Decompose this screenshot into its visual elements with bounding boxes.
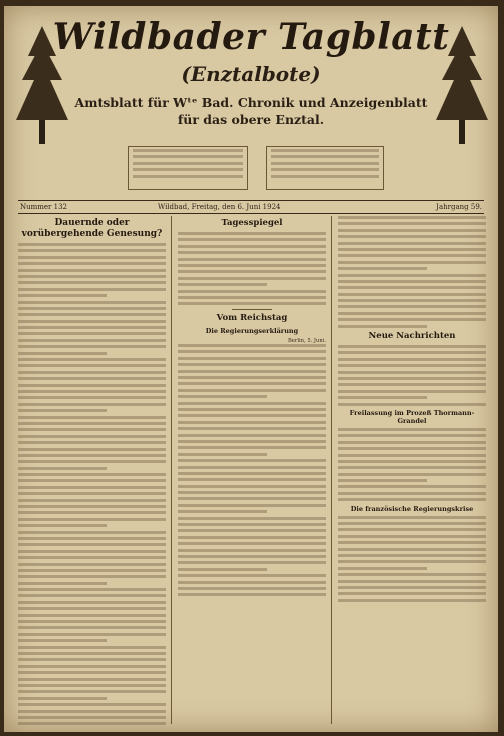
text-line bbox=[178, 283, 267, 286]
text-line bbox=[338, 548, 486, 551]
text-line bbox=[271, 162, 379, 165]
text-line bbox=[178, 357, 326, 360]
text-line bbox=[18, 269, 166, 272]
text-line bbox=[18, 601, 166, 604]
text-line bbox=[178, 302, 326, 305]
text-line bbox=[18, 301, 166, 304]
text-line bbox=[18, 288, 166, 291]
text-line bbox=[178, 270, 326, 273]
article-dateline: Berlin, 5. Juni. bbox=[288, 337, 326, 344]
issue-date: Wildbad, Freitag, den 6. Juni 1924 bbox=[158, 203, 281, 211]
text-line bbox=[18, 588, 166, 591]
article-heading: Dauernde oder vorübergehende Genesung? bbox=[21, 218, 163, 239]
text-line bbox=[338, 573, 486, 576]
text-line bbox=[18, 441, 166, 444]
text-line bbox=[18, 556, 166, 559]
text-line bbox=[18, 358, 166, 361]
text-line bbox=[18, 396, 166, 399]
text-line bbox=[178, 549, 326, 552]
text-line bbox=[178, 510, 267, 513]
text-line bbox=[18, 479, 166, 482]
text-line bbox=[18, 716, 166, 719]
text-line bbox=[18, 275, 166, 278]
text-line bbox=[178, 277, 326, 280]
column-rule bbox=[331, 216, 332, 724]
text-line bbox=[18, 722, 166, 725]
text-line bbox=[338, 248, 486, 251]
newspaper-page bbox=[4, 6, 498, 732]
newspaper-tagline: Amtsblatt für Wᵗᵉ Bad. Chronik und Anzeigenblatt für das obere Enztal. bbox=[74, 95, 428, 127]
text-line bbox=[338, 498, 486, 501]
text-line bbox=[338, 351, 486, 354]
masthead bbox=[4, 6, 498, 192]
text-line bbox=[18, 467, 107, 470]
text-line bbox=[18, 243, 166, 246]
text-line bbox=[18, 524, 107, 527]
text-line bbox=[18, 307, 166, 310]
text-line bbox=[338, 454, 486, 457]
text-line bbox=[18, 665, 166, 668]
text-line bbox=[18, 403, 166, 406]
text-line bbox=[18, 646, 166, 649]
text-line bbox=[338, 325, 427, 328]
text-line bbox=[338, 396, 427, 399]
text-line bbox=[178, 427, 326, 430]
text-line bbox=[18, 499, 166, 502]
text-line bbox=[18, 620, 166, 623]
text-line bbox=[178, 258, 326, 261]
text-line bbox=[338, 235, 486, 238]
text-line bbox=[338, 229, 486, 232]
text-line bbox=[178, 395, 267, 398]
text-line bbox=[18, 531, 166, 534]
column-middle bbox=[178, 216, 326, 726]
text-line bbox=[178, 555, 326, 558]
text-line bbox=[338, 216, 486, 219]
section-heading: Tagesspiegel bbox=[221, 218, 283, 228]
article-subheading: Die französische Regierungskrise bbox=[350, 504, 474, 513]
text-line bbox=[271, 149, 379, 152]
text-line bbox=[178, 414, 326, 417]
text-line bbox=[18, 537, 166, 540]
text-line bbox=[18, 262, 166, 265]
article-body bbox=[18, 243, 166, 726]
text-line bbox=[338, 492, 486, 495]
text-line bbox=[18, 384, 166, 387]
text-line bbox=[178, 497, 326, 500]
text-line bbox=[178, 581, 326, 584]
text-line bbox=[18, 460, 166, 463]
text-line bbox=[338, 364, 486, 367]
text-line bbox=[338, 535, 486, 538]
text-line bbox=[18, 690, 166, 693]
text-line bbox=[18, 652, 166, 655]
article-body bbox=[178, 344, 326, 596]
text-line bbox=[178, 376, 326, 379]
text-line bbox=[133, 162, 243, 165]
text-line bbox=[18, 486, 166, 489]
article-subheading: Die Regierungserklärung bbox=[205, 326, 299, 335]
text-line bbox=[178, 370, 326, 373]
text-line bbox=[338, 528, 486, 531]
text-line bbox=[133, 149, 243, 152]
text-line bbox=[178, 382, 326, 385]
text-line bbox=[178, 389, 326, 392]
text-line bbox=[338, 560, 486, 563]
text-line bbox=[178, 245, 326, 248]
text-line bbox=[18, 684, 166, 687]
text-line bbox=[178, 421, 326, 424]
text-line bbox=[133, 155, 243, 158]
text-line bbox=[18, 582, 107, 585]
text-line bbox=[338, 434, 486, 437]
column-rule bbox=[171, 216, 172, 724]
text-line bbox=[338, 522, 486, 525]
text-line bbox=[18, 492, 166, 495]
text-line bbox=[178, 523, 326, 526]
text-line bbox=[271, 168, 379, 171]
text-line bbox=[178, 296, 326, 299]
text-line bbox=[18, 313, 166, 316]
text-line bbox=[18, 639, 107, 642]
text-line bbox=[178, 232, 326, 235]
text-line bbox=[178, 485, 326, 488]
article-body bbox=[178, 232, 326, 305]
text-line bbox=[178, 350, 326, 353]
text-line bbox=[338, 554, 486, 557]
text-line bbox=[338, 254, 486, 257]
text-line bbox=[18, 710, 166, 713]
text-line bbox=[18, 454, 166, 457]
text-line bbox=[18, 563, 166, 566]
text-line bbox=[178, 466, 326, 469]
text-line bbox=[18, 518, 166, 521]
text-line bbox=[18, 364, 166, 367]
column-left bbox=[18, 216, 166, 726]
text-line bbox=[338, 242, 486, 245]
text-line bbox=[178, 446, 326, 449]
text-line bbox=[338, 466, 486, 469]
text-line bbox=[338, 599, 486, 602]
text-line bbox=[338, 447, 486, 450]
text-line bbox=[178, 517, 326, 520]
text-line bbox=[18, 575, 166, 578]
dateline-bar bbox=[18, 200, 484, 214]
text-line bbox=[178, 587, 326, 590]
text-line bbox=[18, 543, 166, 546]
text-line bbox=[18, 671, 166, 674]
text-line bbox=[178, 459, 326, 462]
text-line bbox=[178, 491, 326, 494]
text-line bbox=[178, 542, 326, 545]
text-line bbox=[338, 299, 486, 302]
text-line bbox=[338, 377, 486, 380]
text-line bbox=[338, 567, 427, 570]
text-line bbox=[18, 390, 166, 393]
text-line bbox=[178, 434, 326, 437]
text-line bbox=[18, 294, 107, 297]
text-line bbox=[18, 505, 166, 508]
text-line bbox=[338, 305, 486, 308]
article-subheading: Freilassung im Prozeß Thormann-Grandel bbox=[349, 408, 475, 425]
text-line bbox=[18, 658, 166, 661]
article-body bbox=[338, 345, 486, 406]
text-line bbox=[18, 249, 166, 252]
text-line bbox=[338, 516, 486, 519]
volume-year: Jahrgang 59. bbox=[436, 203, 482, 211]
text-line bbox=[338, 318, 486, 321]
text-line bbox=[18, 345, 166, 348]
text-line bbox=[178, 561, 326, 564]
text-line bbox=[178, 574, 326, 577]
text-line bbox=[18, 332, 166, 335]
text-line bbox=[178, 529, 326, 532]
text-line bbox=[18, 607, 166, 610]
text-line bbox=[18, 448, 166, 451]
text-line bbox=[338, 358, 486, 361]
text-line bbox=[18, 416, 166, 419]
text-line bbox=[178, 264, 326, 267]
text-line bbox=[178, 251, 326, 254]
text-line bbox=[178, 408, 326, 411]
subscription-info-box bbox=[128, 146, 248, 190]
text-line bbox=[18, 678, 166, 681]
text-line bbox=[18, 352, 107, 355]
text-line bbox=[338, 428, 486, 431]
text-line bbox=[178, 440, 326, 443]
article-body bbox=[338, 516, 486, 602]
text-line bbox=[18, 594, 166, 597]
issue-number: Nummer 132 bbox=[20, 203, 67, 211]
article-body bbox=[338, 428, 486, 501]
text-line bbox=[18, 339, 166, 342]
text-line bbox=[338, 267, 427, 270]
text-line bbox=[18, 428, 166, 431]
section-heading: Neue Nachrichten bbox=[368, 331, 456, 342]
text-line bbox=[18, 409, 107, 412]
text-line bbox=[18, 550, 166, 553]
text-line bbox=[338, 441, 486, 444]
text-line bbox=[338, 293, 486, 296]
text-line bbox=[18, 435, 166, 438]
text-line bbox=[178, 593, 326, 596]
text-line bbox=[178, 238, 326, 241]
text-line bbox=[338, 473, 486, 476]
text-line bbox=[178, 290, 326, 293]
text-line bbox=[18, 473, 166, 476]
text-line bbox=[338, 592, 486, 595]
text-line bbox=[18, 377, 166, 380]
advertising-info-box bbox=[266, 146, 384, 190]
divider bbox=[232, 309, 272, 310]
text-line bbox=[18, 256, 166, 259]
text-line bbox=[18, 697, 107, 700]
text-line bbox=[338, 403, 486, 406]
text-line bbox=[338, 390, 486, 393]
text-line bbox=[338, 586, 486, 589]
text-line bbox=[338, 312, 486, 315]
text-line bbox=[338, 280, 486, 283]
text-line bbox=[18, 626, 166, 629]
newspaper-title: Wildbader Tagblatt bbox=[52, 16, 450, 58]
text-line bbox=[338, 383, 486, 386]
text-line bbox=[338, 286, 486, 289]
text-line bbox=[18, 511, 166, 514]
text-line bbox=[178, 478, 326, 481]
text-line bbox=[271, 155, 379, 158]
text-line bbox=[178, 472, 326, 475]
text-line bbox=[18, 614, 166, 617]
text-line bbox=[18, 569, 166, 572]
text-line bbox=[338, 541, 486, 544]
article-body bbox=[338, 216, 486, 328]
text-line bbox=[338, 460, 486, 463]
text-line bbox=[133, 175, 243, 178]
text-line bbox=[133, 168, 243, 171]
text-line bbox=[338, 371, 486, 374]
text-line bbox=[18, 422, 166, 425]
text-line bbox=[178, 344, 326, 347]
text-line bbox=[18, 703, 166, 706]
text-line bbox=[178, 536, 326, 539]
text-line bbox=[338, 345, 486, 348]
text-line bbox=[338, 261, 486, 264]
text-line bbox=[18, 281, 166, 284]
text-line bbox=[271, 175, 379, 178]
text-line bbox=[18, 633, 166, 636]
text-line bbox=[338, 580, 486, 583]
newspaper-subtitle: (Enztalbote) bbox=[181, 62, 321, 86]
section-heading: Vom Reichstag bbox=[216, 312, 288, 323]
text-line bbox=[18, 371, 166, 374]
text-line bbox=[338, 479, 427, 482]
text-line bbox=[178, 453, 267, 456]
text-line bbox=[338, 222, 486, 225]
text-line bbox=[178, 568, 267, 571]
text-line bbox=[18, 326, 166, 329]
text-line bbox=[338, 485, 486, 488]
text-line bbox=[18, 320, 166, 323]
text-line bbox=[338, 274, 486, 277]
text-line bbox=[178, 402, 326, 405]
text-line bbox=[178, 363, 326, 366]
text-line bbox=[178, 504, 326, 507]
column-right bbox=[338, 216, 486, 726]
